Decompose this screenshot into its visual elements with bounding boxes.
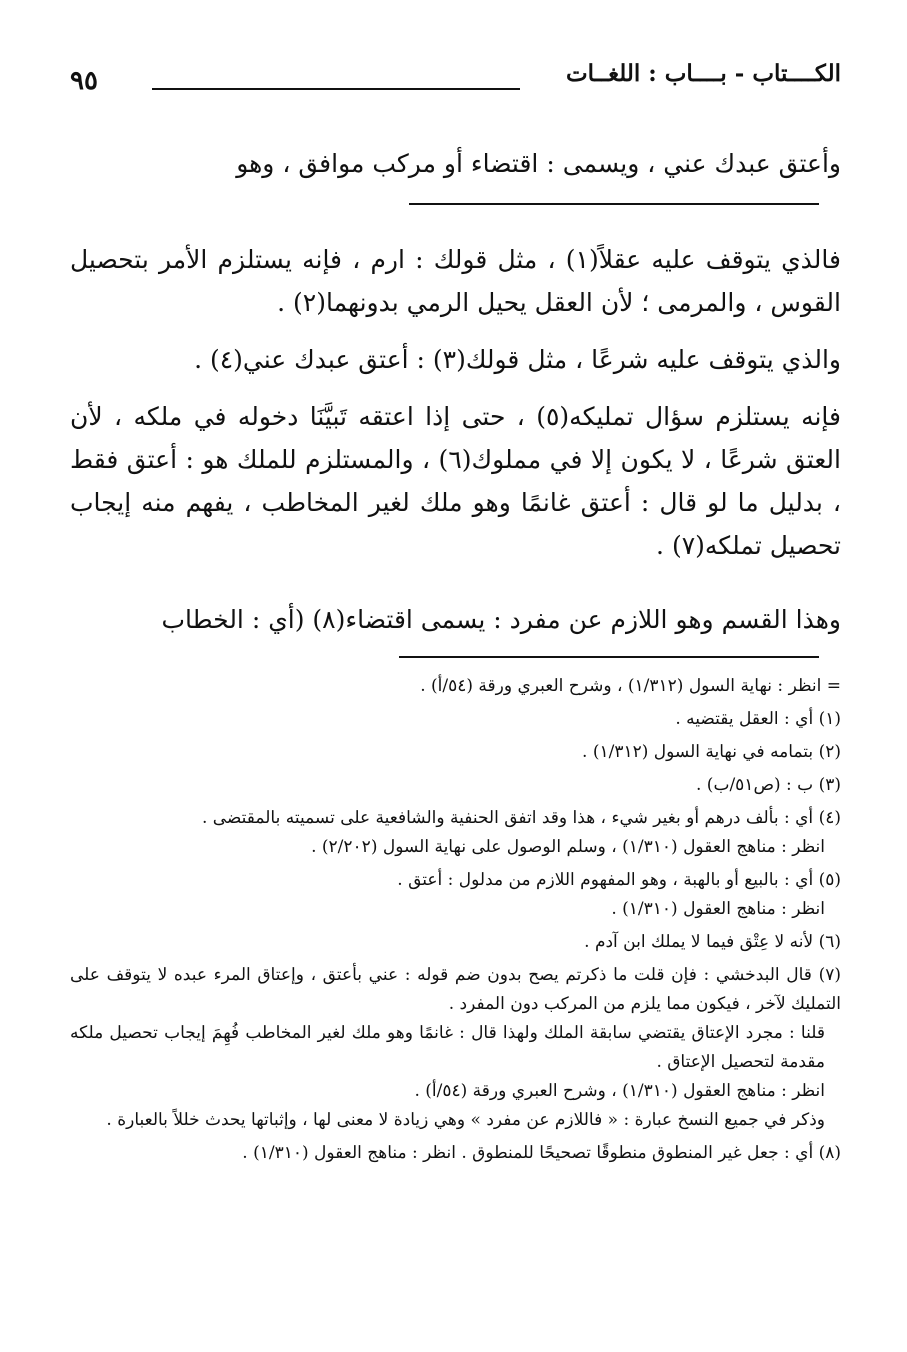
main-text <box>70 238 841 567</box>
footnote-text: = انظر : نهاية السول (١/٣١٢) ، وشرح العبري ورقة (٥٤/أ) . <box>420 676 841 696</box>
footnote-divider <box>399 656 819 658</box>
footnote-continuation: انظر : مناهج العقول (١/٣١٠) . <box>611 899 825 919</box>
footnote-continuation: انظر : مناهج العقول (١/٣١٠) ، وسلم الوصول على نهاية السول (٢/٢٠٢) . <box>311 837 825 857</box>
footnote-continuation: وذكر في جميع النسخ عبارة : « فاللازم عن مفرد » وهي زيادة لا معنى لها ، وإثباتها يحدث خللاً بالعبارة . <box>106 1110 825 1130</box>
footnote-number: (١) <box>818 709 841 729</box>
footnote-continuation: قلنا : مجرد الإعتاق يقتضي سابقة الملك ولهذا قال : غانمًا وهو ملك لغير المخاطب فُهِمَ إيجاب تحصيل ملكه مقدمة لتحصيل الإعتاق . <box>70 1023 825 1072</box>
footnote-number: (٦) <box>818 932 841 952</box>
footnote-text: لأنه لا عِتْق فيما لا يملك ابن آدم . <box>584 932 814 952</box>
footnote <box>70 1139 841 1168</box>
footnote-text: أي : بألف درهم أو بغير شيء ، هذا وقد اتفق الحنفية والشافعية على تسميته بالمقتضى . <box>201 808 814 828</box>
footnote-text: أي : جعل غير المنطوق منطوقًا تصحيحًا للمنطوق . انظر : مناهج العقول (١/٣١٠) . <box>242 1143 814 1163</box>
footnote-continuation: انظر : مناهج العقول (١/٣١٠) ، وشرح العبري ورقة (٥٤/أ) . <box>414 1081 825 1101</box>
paragraph-3: فإنه يستلزم سؤال تمليكه(٥) ، حتى إذا اعتقه تَبيَّنَا دخوله في ملكه ، لأن العتق شرعًا ، لا يكون إلا في مملوك(٦) ، والمستلزم للملك هو : أعتق فقط ، بدليل ما لو قال : أعتق غانمًا وهو ملك لغير المخاطب ، يفهم منه إيجاب تحصيل تملكه(٧) . <box>70 402 841 560</box>
bottom-line <box>70 598 841 641</box>
footnote <box>70 804 841 862</box>
page-number: ٩٥ <box>70 66 98 96</box>
top-line-text: وأعتق عبدك عني ، ويسمى : اقتضاء أو مركب موافق ، وهو <box>236 149 841 178</box>
footnote-number: (٢) <box>818 742 841 762</box>
bottom-line-text: وهذا القسم وهو اللازم عن مفرد : يسمى اقتضاء(٨) (أي : الخطاب <box>161 605 841 634</box>
top-line <box>70 142 841 185</box>
footnote-number: (٥) <box>818 870 841 890</box>
footnotes <box>70 672 841 1172</box>
footnote-text: أي : بالبيع أو بالهبة ، وهو المفهوم اللازم من مدلول : أعتق . <box>397 870 814 890</box>
top-divider <box>409 203 819 205</box>
footnote-text: ب : (ص٥١/ب) . <box>696 775 814 795</box>
footnote <box>70 705 841 734</box>
footnote-text: أي : العقل يقتضيه . <box>675 709 814 729</box>
footnote <box>70 771 841 800</box>
footnote-number: (٣) <box>818 775 841 795</box>
footnote <box>70 738 841 767</box>
footnote-text: بتمامه في نهاية السول (١/٣١٢) . <box>582 742 814 762</box>
footnote-text: قال البدخشي : فإن قلت ما ذكرتم يصح بدون ضم قوله : عني بأعتق ، وإعتاق المرء عبده لا يتوقف على التمليك لآخر ، فيكون مما يلزم من المركب دون المفرد . <box>70 965 841 1014</box>
paragraph-1: فالذي يتوقف عليه عقلاً(١) ، مثل قولك : ارم ، فإنه يستلزم الأمر بتحصيل القوس ، والمرمى ؛ لأن العقل يحيل الرمي بدونهما(٢) . <box>70 245 841 317</box>
footnote <box>70 961 841 1135</box>
footnote-number: (٨) <box>818 1143 841 1163</box>
footnote <box>70 928 841 957</box>
paragraph-2: والذي يتوقف عليه شرعًا ، مثل قولك(٣) : أعتق عبدك عني(٤) . <box>194 345 841 374</box>
footnote-number: (٧) <box>818 965 841 985</box>
header-rule <box>152 88 520 90</box>
footnote <box>70 672 841 701</box>
footnote-number: (٤) <box>818 808 841 828</box>
running-header-title: الكــــتاب - بــــاب : اللغــات <box>566 60 841 87</box>
footnote <box>70 866 841 924</box>
